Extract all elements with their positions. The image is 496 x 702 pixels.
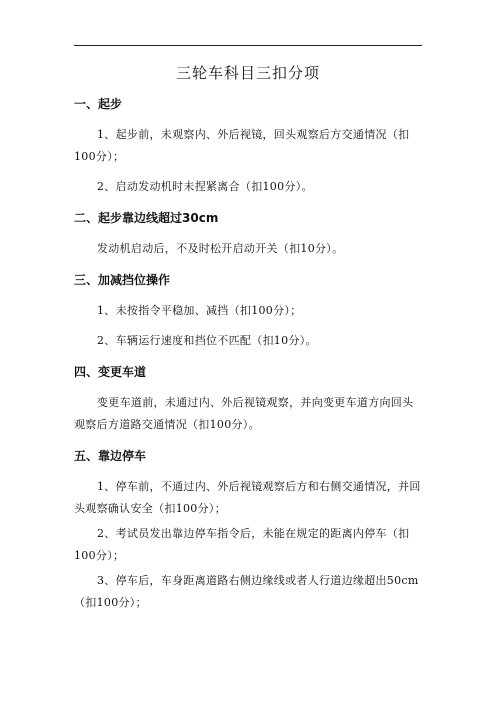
document-body (74, 92, 422, 617)
section-heading: 一、起步 (74, 97, 123, 111)
header-rule (74, 45, 422, 46)
section-heading: 三、加减挡位操作 (74, 273, 171, 287)
paragraph: 3、停车后，车身距离道路右侧边缘线或者人行道边缘超出50cm（扣100分）； (74, 574, 419, 609)
paragraph: 1、未按指令平稳加、减挡（扣100分）； (97, 304, 302, 317)
paragraph: 1、起步前，未观察内、外后视镜，回头观察后方交通情况（扣100分）； (74, 128, 410, 163)
section-heading: 四、变更车道 (74, 365, 147, 379)
document-title: 三轮车科目三扣分项 (175, 64, 320, 82)
paragraph: 2、启动发动机时未捏紧离合（扣100分）。 (97, 180, 313, 193)
paragraph: 2、考试员发出靠边停车指令后，未能在规定的距离内停车（扣100分）； (74, 527, 410, 562)
section-gear-shift (74, 268, 422, 352)
section-pull-over (74, 444, 422, 614)
section-edge-line (74, 206, 422, 260)
section-lane-change (74, 360, 422, 436)
paragraph: 发动机启动后，不及时松开启动开关（扣10分）。 (97, 242, 344, 255)
paragraph: 2、车辆运行速度和挡位不匹配（扣10分）。 (97, 334, 317, 347)
section-heading: 五、靠边停车 (74, 449, 147, 463)
section-heading: 二、起步靠边线超过30cm (74, 211, 219, 225)
paragraph: 1、停车前，不通过内、外后视镜观察后方和右侧交通情况，并回头观察确认安全（扣100分）； (74, 480, 421, 515)
section-start (74, 92, 422, 198)
paragraph: 变更车道前，未通过内、外后视镜观察，并向变更车道方向回头观察后方道路交通情况（扣100分）。 (74, 396, 414, 431)
